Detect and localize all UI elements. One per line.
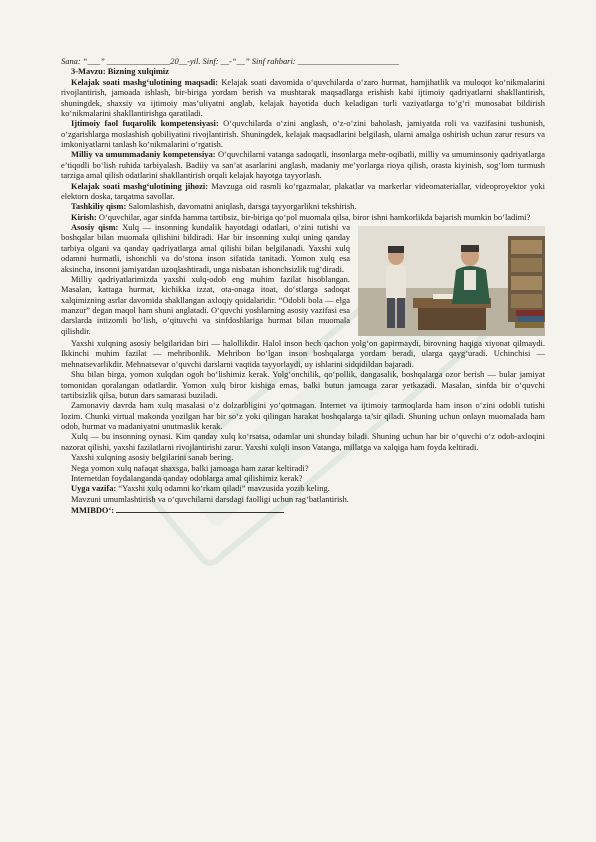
mmibdo-label: MMIBDO‘: <box>71 505 115 515</box>
page-title: 3-Mavzu: Bizning xulqimiz <box>71 66 169 77</box>
social-paragraph <box>61 118 545 149</box>
question-3: Internetdan foydalanganda qanday odoblarga amal qilishimiz kerak? <box>71 472 303 483</box>
social-label: Ijtimoiy faol fuqarolik kompetensiyasi: <box>71 118 219 129</box>
honesty-paragraph: Yaxshi xulqning asosiy belgilaridan biri — halollikdir. Halol inson hech qachon yolg‘on gapirmaydi, birovning haqiga xiyonat qilmaydi. Ikkinchi muhim fazilat — mehribonlik. Mehribon bo‘lgan inson boshqalarga yordam beradi, ularga qayg‘uradi. Uchinchisi — mehnatsevarlikdir. Mehnatsevar o‘quvchi darslarni vaqtida tayyorlaydi, uy ishlarini sidqidildan bajaradi. <box>61 338 545 369</box>
national-label: Milliy va umummadaniy kompetensiya: <box>71 149 216 160</box>
equipment-paragraph <box>61 181 545 202</box>
mirror-paragraph: Xulq — bu insonning oynasi. Kim qanday xulq ko‘rsatsa, odamlar uni shunday biladi. Shuning uchun har bir o‘quvchi o‘z odob-axloqini nazorat qilishi, yaxshi fazilatlarni rivojlantirishi zarur. Yaxshi xulqli inson Vatanga, millatga va xalqiga ham foyda keltiradi. <box>61 431 545 452</box>
lesson-page <box>61 56 545 515</box>
intro-text: O‘quvchilar, agar sinfda hamma tartibsiz, bir-biriga qo‘pol muomala qilsa, biror ishni hamkorlikda bajarish mumkin bo‘ladimi? <box>96 211 531 222</box>
national-text: O‘quvchilarni vatanga sadoqatli, insonlarga mehr-oqibatli, milliy va umuminsoniy qadriyatlarga e’tiqodli bo‘lish ruhida tarbiyalash. Badiiy va san’at asarlarini anglash, madaniy me’yorlarga rioya qilish, orasta kiyinish, sog‘lom turmush tarziga amal qilish odatlarini shakllantirish orqali kelajak hayotga tayyorlash. <box>61 149 545 181</box>
signature-blank <box>116 504 284 513</box>
homework-text: “Yaxshi xulq odamni ko‘rkam qiladi” mavzusida yozib keling. <box>116 483 330 494</box>
org-label: Tashkiliy qism: <box>71 201 127 212</box>
org-paragraph <box>61 201 545 211</box>
header-line: Sana: “___” _______________20__-yil. Sinf: __-“__” Sinf rahbari: ________________________ <box>61 56 399 66</box>
question-2: Nega yomon xulq nafaqat shaxsga, balki jamoaga ham zarar keltiradi? <box>71 462 309 473</box>
goal-label: Kelajak soati mashg‘ulotining maqsadi: <box>71 76 219 87</box>
homework-paragraph <box>61 483 545 493</box>
summary-paragraph: Mavzuni umumlashtirish va o‘quvchilarni darsdagi faolligi uchun rag‘batlantirish. <box>71 493 349 504</box>
main-section <box>61 222 545 338</box>
intro-label: Kirish: <box>71 211 97 222</box>
goal-text: Kelajak soati davomida o‘quvchilarda o‘zaro hurmat, hamjihatlik va muloqot ko‘nikmalarini rivojlantirish, jamoada ishlash, bir-biriga yordam berish va mushtarak maqsadlarga erishish kabi ijtimoiy qadriyatlarni shakllantirish, shuningdek, shaxsiy va ijtimoiy mas’uliyatni anglab, kelajak hayotida duch keladigan turli vaziyatlarga to‘g‘ri munosabat bildirish ko‘nikmalarini shakllantirishga qaratiladi. <box>61 76 545 118</box>
homework-label: Uyga vazifa: <box>71 483 117 494</box>
national-paragraph <box>61 149 545 180</box>
goal-paragraph <box>61 77 545 119</box>
main-text: Xulq — insonning kundalik hayotdagi odatlari, o‘zini tutishi va boshqalar bilan muomala qilishini bildiradi. Har bir insonning xulqi uning qanday tarbiya olgani va qanday qadriyatlarga amal qilishi bilan belgilanadi. Yaxshi xulq odamni hurmatli, ishonchli va do‘stona inson sifatida tanitadi. Yomon xulq esa aksincha, insonni jamiyatdan uzoqlashtiradi, unga nisbatan ishonchsizlik tug‘diradi. <box>61 222 350 274</box>
equipment-text: Mavzuga oid rasmli ko‘rgazmalar, plakatlar va markerlar videomateriallar, videoproyektor yoki elektorn doska, tarqatma savollar. <box>61 180 545 201</box>
modern-era-paragraph: Zamonaviy davrda ham xulq masalasi o‘z dolzarbligini yo‘qotmagan. Internet va ijtimoiy tarmoqlarda ham inson o‘zini odobli tutishi lozim. Chunki virtual makonda yozilgan har bir so‘z yoki qilingan harakat boshqalarga ta’sir qiladi. Shuning uchun onlayn muomalada ham odob, hurmat va madaniyatni unutmaslik kerak. <box>61 400 545 431</box>
main-label: Asosiy qism: <box>71 222 119 232</box>
bad-behavior-paragraph: Shu bilan birga, yomon xulqdan ogoh bo‘lishimiz kerak. Yolg‘onchilik, qo‘pollik, dangasalik, boshqalarga ozor berish — bular jamiyat tomonidan qoralangan odatlardir. Yomon xulq biror kishiga emas, balki butun jamoaga zarar yetkazadi. Masalan, sinfda bir o‘quvchi tartibsizlik qilsa, butun dars samarasi buziladi. <box>61 369 545 400</box>
social-text: O‘quvchilarda o‘zini anglash, o‘z-o‘zini baholash, jamiyatda roli va vazifasini tushunish, o‘zgarishlarga moslashish qobiliyatini rivojlantirish. Shuningdek, kelajak maqsadlarini belgilash, ularni amalga oshirish uchun zarur resurs va imkoniyatlarni tanlash ko‘nikmalarini o‘rgatish. <box>61 118 545 149</box>
national-values-paragraph: Milliy qadriyatlarimizda yaxshi xulq-odob eng muhim fazilat hisoblangan. Masalan, kattaga hurmat, kichikka izzat, ota-onaga itoat, do‘stlarga sadoqat xalqimizning asrlar davomida shakllangan axloqiy qoidalaridir. “Odobli bola — elga manzur” degan maqol ham shuni anglatadi. O‘quvchi yoshlarning asosiy vazifasi esa darslarda intizomli bo‘lish, o‘qituvchi va sinfdoshlariga hurmat bilan muomala qilishdir. <box>61 273 350 336</box>
mmibdo-line <box>61 504 545 515</box>
classroom-illustration <box>358 226 545 336</box>
equipment-label: Kelajak soati mashg‘ulotining jihozi: <box>71 180 209 191</box>
intro-paragraph <box>61 212 545 222</box>
org-text: Salomlashish, davomatni aniqlash, darsga tayyorgarlikni tekshirish. <box>126 201 357 212</box>
question-1: Yaxshi xulqning asosiy belgilarini sanab bering. <box>71 452 234 463</box>
